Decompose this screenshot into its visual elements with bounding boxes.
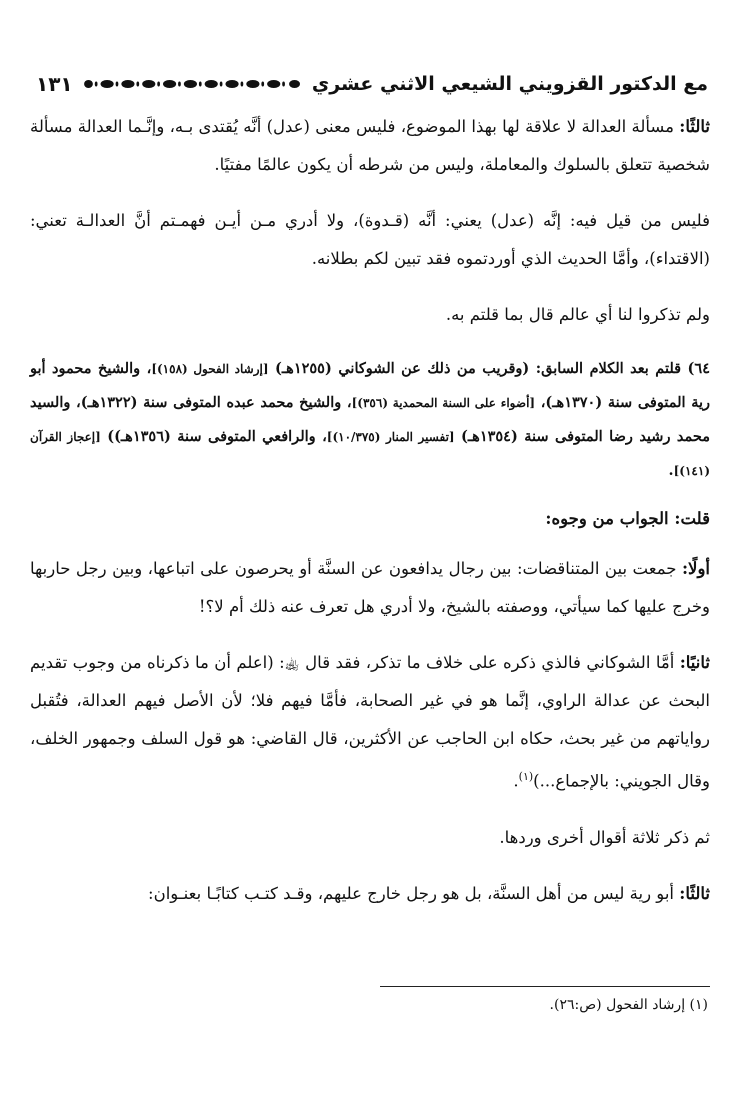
source-citation: [أضواء على السنة المحمدية (٣٥٦)] (351, 396, 536, 410)
footnote-reference: (١) (518, 770, 534, 783)
paragraph-text: جمعت بين المتناقضات: بين رجال يدافعون عن السنَّة أو يحرصون على اتباعها، وبين رجل حاربها وخرج عليها كما سيأتي، ووصفته بالشيخ، ولا أدري هل تعرف عنه ذلك أم لا؟! (30, 559, 710, 616)
paragraph-adl-meaning: فليس من قيل فيه: إنَّه (عدل) يعني: أنَّه (قـدوة)، ولا أدري مـن أيـن فهمـتم أنَّ العدالـة تعني: (الاقتداء)، وأمَّا الحديث الذي أوردتموه فقد تبين لكم بطلانه. (30, 211, 710, 268)
quote-end: . (668, 462, 674, 479)
source-citation: [تفسير المنار (١٠/٣٧٥)] (326, 430, 455, 444)
paragraph-three-opinions: ثم ذكر ثلاثة أقوال أخرى وردها. (499, 827, 710, 847)
answer-heading: قلت: الجواب من وجوه: (545, 509, 710, 528)
footnote: (١) إرشاد الفحول (ص:٢٦). (549, 997, 708, 1013)
paragraph-text: أبو رية ليس من أهل السنَّة، بل هو رجل خارج عليهم، وقـد كتـب كتابًـا بعنـوان: (148, 883, 680, 903)
header-ornament-rule (83, 74, 302, 94)
paragraph-secondly (30, 644, 710, 801)
source-citation: [إرشاد الفحول (١٥٨)] (151, 362, 269, 376)
quote-text: ٦٤) قلتم بعد الكلام السابق: (وقريب من ذلك عن الشوكاني (١٢٥٥هـ) (268, 360, 710, 377)
point-label: ثالثًا: (679, 117, 710, 136)
paragraph-thirdly-abu-rayya (30, 875, 710, 913)
paragraph-no-scholar: ولم تذكروا لنا أي عالم قال بما قلتم به. (445, 305, 710, 324)
quote-text: ، والشيخ محمد عبده المتوفى سنة (١٣٢٢هـ)، والسيد محمد رشيد رضا المتوفى سنة (١٣٥٤هـ) (30, 394, 711, 445)
source-citation: [إعجاز القرآن (١٤١)] (30, 430, 710, 478)
ornament-rule-graphic (83, 74, 302, 94)
header-title: مع الدكتور القزويني الشيعي الاثني عشري (311, 73, 708, 95)
paragraph-end: . (513, 771, 519, 791)
quoted-claim-64 (30, 352, 710, 488)
point-label: أولًا: (681, 559, 710, 578)
quote-text: ، والشيخ محمود أبو رية المتوفى سنة (١٣٧٠هـ)، (30, 360, 710, 411)
running-header (36, 64, 708, 104)
point-label: ثالثًا: (679, 883, 710, 903)
paragraph-text: مسألة العدالة لا علاقة لها بهذا الموضوع، فليس معنى (عدل) أنَّه يُقتدى بـه، وإنَّـما العدالة مسألة شخصية تتعلق بالسلوك والمعاملة، وليس من شرطه أن يكون عالمًا مفتيًا. (30, 117, 710, 174)
body-text (30, 108, 710, 913)
page-number: ١٣١ (36, 72, 73, 96)
quote-text: ، والرافعي المتوفى سنة (١٣٥٦هـ)) (100, 428, 327, 445)
paragraph-firstly (30, 550, 710, 626)
paragraph-text: أمَّا الشوكاني فالذي ذكره على خلاف ما تذكر، فقد قال ﵀: (اعلم أن ما ذكرناه من وجوب تقديم البحث عن عدالة الراوي، إنَّما هو في غير الصحابة، فأمَّا فيهم فلا؛ لأن الأصل فيهم العدالة، فتُقبل رواياتهم من غير بحث، حكاه ابن الحاجب عن الأكثرين، قال القاضي: هو قول السلف وجمهور الخلف، وقال الجويني: بالإجماع...) (30, 653, 710, 791)
footnote-separator (380, 986, 710, 987)
point-label: ثانيًا: (679, 653, 710, 672)
paragraph-thirdly-justice (30, 108, 710, 184)
